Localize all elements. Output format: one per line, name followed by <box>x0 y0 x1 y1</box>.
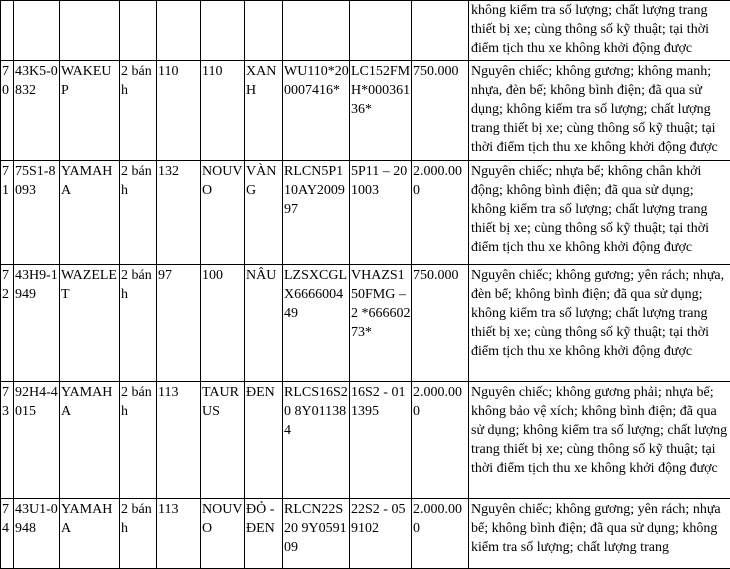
frame-number-cell: WU110*200007416* <box>283 61 350 161</box>
cc-cell: 97 <box>157 265 201 382</box>
price-cell: 2.000.000 <box>412 382 469 499</box>
stt-cell: 72 <box>1 265 14 382</box>
frame-number-cell: RLCN5P110AY200997 <box>283 161 350 265</box>
color-cell: ĐỎ - ĐEN <box>245 499 283 569</box>
table-row <box>1 265 730 382</box>
type-cell: 2 bánh <box>120 61 157 161</box>
model-cell: NOUVO <box>201 161 245 265</box>
description-cell: Nguyên chiếc; không gương; yên rách; nhựa, đèn bể; không bình điện; đã qua sử dụng; không kiểm tra số lượng; chất lượng trang thiết bị xe; cùng thông số kỹ thuật; tại thời điểm tịch thu xe không khởi động được <box>469 265 730 382</box>
model-cell: 100 <box>201 265 245 382</box>
table-row <box>1 61 730 161</box>
type-cell: 2 bánh <box>120 382 157 499</box>
type-cell: 2 bánh <box>120 161 157 265</box>
plate-cell: 75S1-8093 <box>14 161 60 265</box>
plate-cell: 43K5-0832 <box>14 61 60 161</box>
engine-number-cell: LC152FMH*00036136* <box>350 61 412 161</box>
brand-cell: YAMAHA <box>60 382 120 499</box>
frame-number-cell: LZSXCGLX666600449 <box>283 265 350 382</box>
engine-number-cell: 5P11 – 201003 <box>350 161 412 265</box>
description-cell: Nguyên chiếc; không gương; không manh; nhựa, đèn bể; không bình điện; đã qua sử dụng; không kiểm tra số lượng; chất lượng trang thiết bị xe; cùng thông số kỹ thuật; tại thời điểm tịch thu xe không khởi động được <box>469 61 730 161</box>
price-cell: 750.000 <box>412 61 469 161</box>
table-row <box>1 1 730 61</box>
cc-cell: 110 <box>157 61 201 161</box>
plate-cell: 92H4-4015 <box>14 382 60 499</box>
engine-number-cell: 22S2 - 059102 <box>350 499 412 569</box>
description-cell: Nguyên chiếc; không gương; yên rách; nhựa bể; không bình điện; đã qua sử dụng; không kiểm tra số lượng; chất lượng trang <box>469 499 730 569</box>
stt-cell: 73 <box>1 382 14 499</box>
brand-cell: WAKEUP <box>60 61 120 161</box>
color-cell: NÂU <box>245 265 283 382</box>
description-cell: Nguyên chiếc; nhựa bể; không chân khởi động; không bình điện; đã qua sử dụng; không kiểm tra số lượng; chất lượng trang thiết bị xe; cùng thông số kỹ thuật; tại thời điểm tịch thu xe không khởi động được <box>469 161 730 265</box>
model-cell: 110 <box>201 61 245 161</box>
type-cell: 2 bánh <box>120 499 157 569</box>
cc-cell: 113 <box>157 499 201 569</box>
frame-number-cell: RLCS16S20 8Y011384 <box>283 382 350 499</box>
price-cell: 2.000.000 <box>412 499 469 569</box>
stt-cell: 71 <box>1 161 14 265</box>
table-row <box>1 382 730 499</box>
price-cell: 750.000 <box>412 265 469 382</box>
type-cell: 2 bánh <box>120 265 157 382</box>
plate-cell: 43H9-1949 <box>14 265 60 382</box>
price-cell: 2.000.000 <box>412 161 469 265</box>
brand-cell: YAMAHA <box>60 161 120 265</box>
description-cell: Nguyên chiếc; không gương phải; nhựa bể; không bảo vệ xích; không bình điện; đã qua sử dụng; không kiểm tra số lượng; chất lượng trang thiết bị xe; cùng thông số kỹ thuật; tại thời điểm tịch thu xe không khởi động được <box>469 382 730 499</box>
engine-number-cell: 16S2 - 011395 <box>350 382 412 499</box>
plate-cell: 43U1-0948 <box>14 499 60 569</box>
brand-cell: YAMAHA <box>60 499 120 569</box>
cc-cell: 132 <box>157 161 201 265</box>
color-cell: ĐEN <box>245 382 283 499</box>
table-row <box>1 499 730 569</box>
model-cell: TAURUS <box>201 382 245 499</box>
frame-number-cell: RLCN22S20 9Y059109 <box>283 499 350 569</box>
stt-cell: 70 <box>1 61 14 161</box>
description-cell: không kiểm tra số lượng; chất lượng trang thiết bị xe; cùng thông số kỹ thuật; tại thời điểm tịch thu xe không khởi động được <box>469 1 730 61</box>
table-row <box>1 161 730 265</box>
cc-cell: 113 <box>157 382 201 499</box>
stt-cell: 74 <box>1 499 14 569</box>
color-cell: VÀNG <box>245 161 283 265</box>
color-cell: XANH <box>245 61 283 161</box>
engine-number-cell: VHAZS150FMG – 2 *66660273* <box>350 265 412 382</box>
brand-cell: WAZELET <box>60 265 120 382</box>
model-cell: NOUVO <box>201 499 245 569</box>
